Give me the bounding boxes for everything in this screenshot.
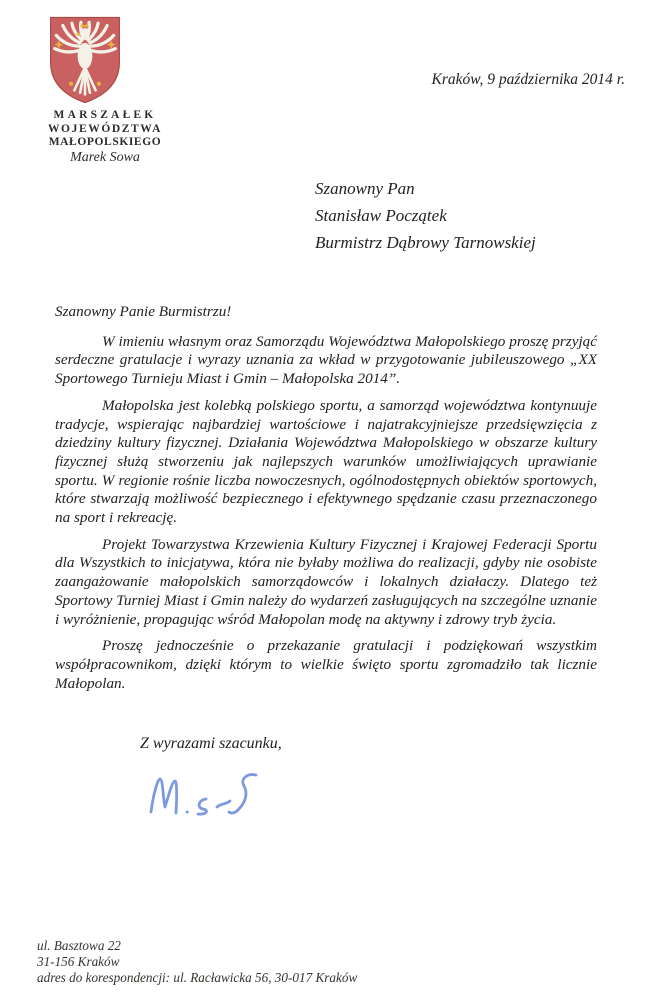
closing-phrase: Z wyrazami szacunku,: [140, 735, 282, 752]
office-title-line2: WOJEWÓDZTWA: [47, 122, 163, 135]
footer-street: ul. Basztowa 22: [37, 938, 121, 953]
office-title-line1: MARSZAŁEK: [53, 109, 157, 121]
eagle-talon-left: [69, 82, 73, 86]
paragraph-3: Projekt Towarzystwa Krzewienia Kultury Fizycznej i Krajowej Federacji Sportu dla Wszystkich to inicjatywa, która nie byłaby możliwa do realizacji, gdyby nie osobiste zaangażowanie małopolskich samorządowców i lokalnych działaczy. Dlatego też Sportowy Turniej Miast i Gmin należy do wydarzeń zasługujących na szczególne uznanie i wyróżnienie, propagując wśród Małopolan modę na aktywny i zdrowy tryb życia.: [55, 535, 597, 628]
addressee-honorific: Szanowny Pan: [315, 179, 415, 198]
paragraph-1: W imieniu własnym oraz Samorządu Województwa Małopolskiego proszę przyjąć serdeczne gratulacje i wyrazy uznania za wkład w przygotowanie jubileuszowego „XX Sportowego Turnieju Miast i Gmin – Małopolska 2014”.: [55, 332, 597, 388]
letter-body: [55, 303, 597, 701]
official-name: Marek Sowa: [70, 150, 140, 165]
footer-correspondence-address: adres do korespondencji: ul. Racławicka 56, 30-017 Kraków: [37, 970, 358, 985]
addressee-block: [315, 175, 536, 256]
footer-address-block: [37, 938, 357, 986]
coat-of-arms-icon: [44, 15, 126, 105]
paragraph-2: Małopolska jest kolebką polskiego sportu, a samorząd województwa kontynuuje tradycje, wspierając najbardziej wartościowe i najatrakcyjniejsze przedsięwzięcia z dziedziny kultury fizycznej. Działania Województwa Małopolskiego w obszarze kultury fizycznej służą stworzeniu jak najlepszych warunków umożliwiających uprawianie sportu. W regionie rośnie liczba nowoczesnych, ogólnodostępnych obiektów sportowych, które stwarzają możliwość bezpiecznego i efektywnego spędzanie czasu przeznaczonego na sport i rekreację.: [55, 396, 597, 527]
eagle-talon-right: [97, 82, 101, 86]
salutation: Szanowny Panie Burmistrzu!: [55, 303, 232, 320]
dateline: Kraków, 9 października 2014 r.: [431, 71, 625, 88]
eagle-body: [78, 43, 93, 69]
addressee-name: Stanisław Początek: [315, 206, 447, 225]
addressee-title: Burmistrz Dąbrowy Tarnowskiej: [315, 233, 536, 252]
footer-city: 31-156 Kraków: [37, 954, 120, 969]
office-title-line3: MAŁOPOLSKIEGO: [48, 136, 162, 148]
paragraph-4: Proszę jednocześnie o przekazanie gratulacji i podziękowań wszystkim współpracownikom, dzięki którym to wielkie święto sportu zgromadziło tak licznie Małopolan.: [55, 637, 597, 692]
eagle-head: [80, 28, 90, 38]
signature-strokes: [151, 775, 256, 815]
letterhead-office-title: [30, 109, 180, 150]
handwritten-signature: [143, 766, 303, 826]
